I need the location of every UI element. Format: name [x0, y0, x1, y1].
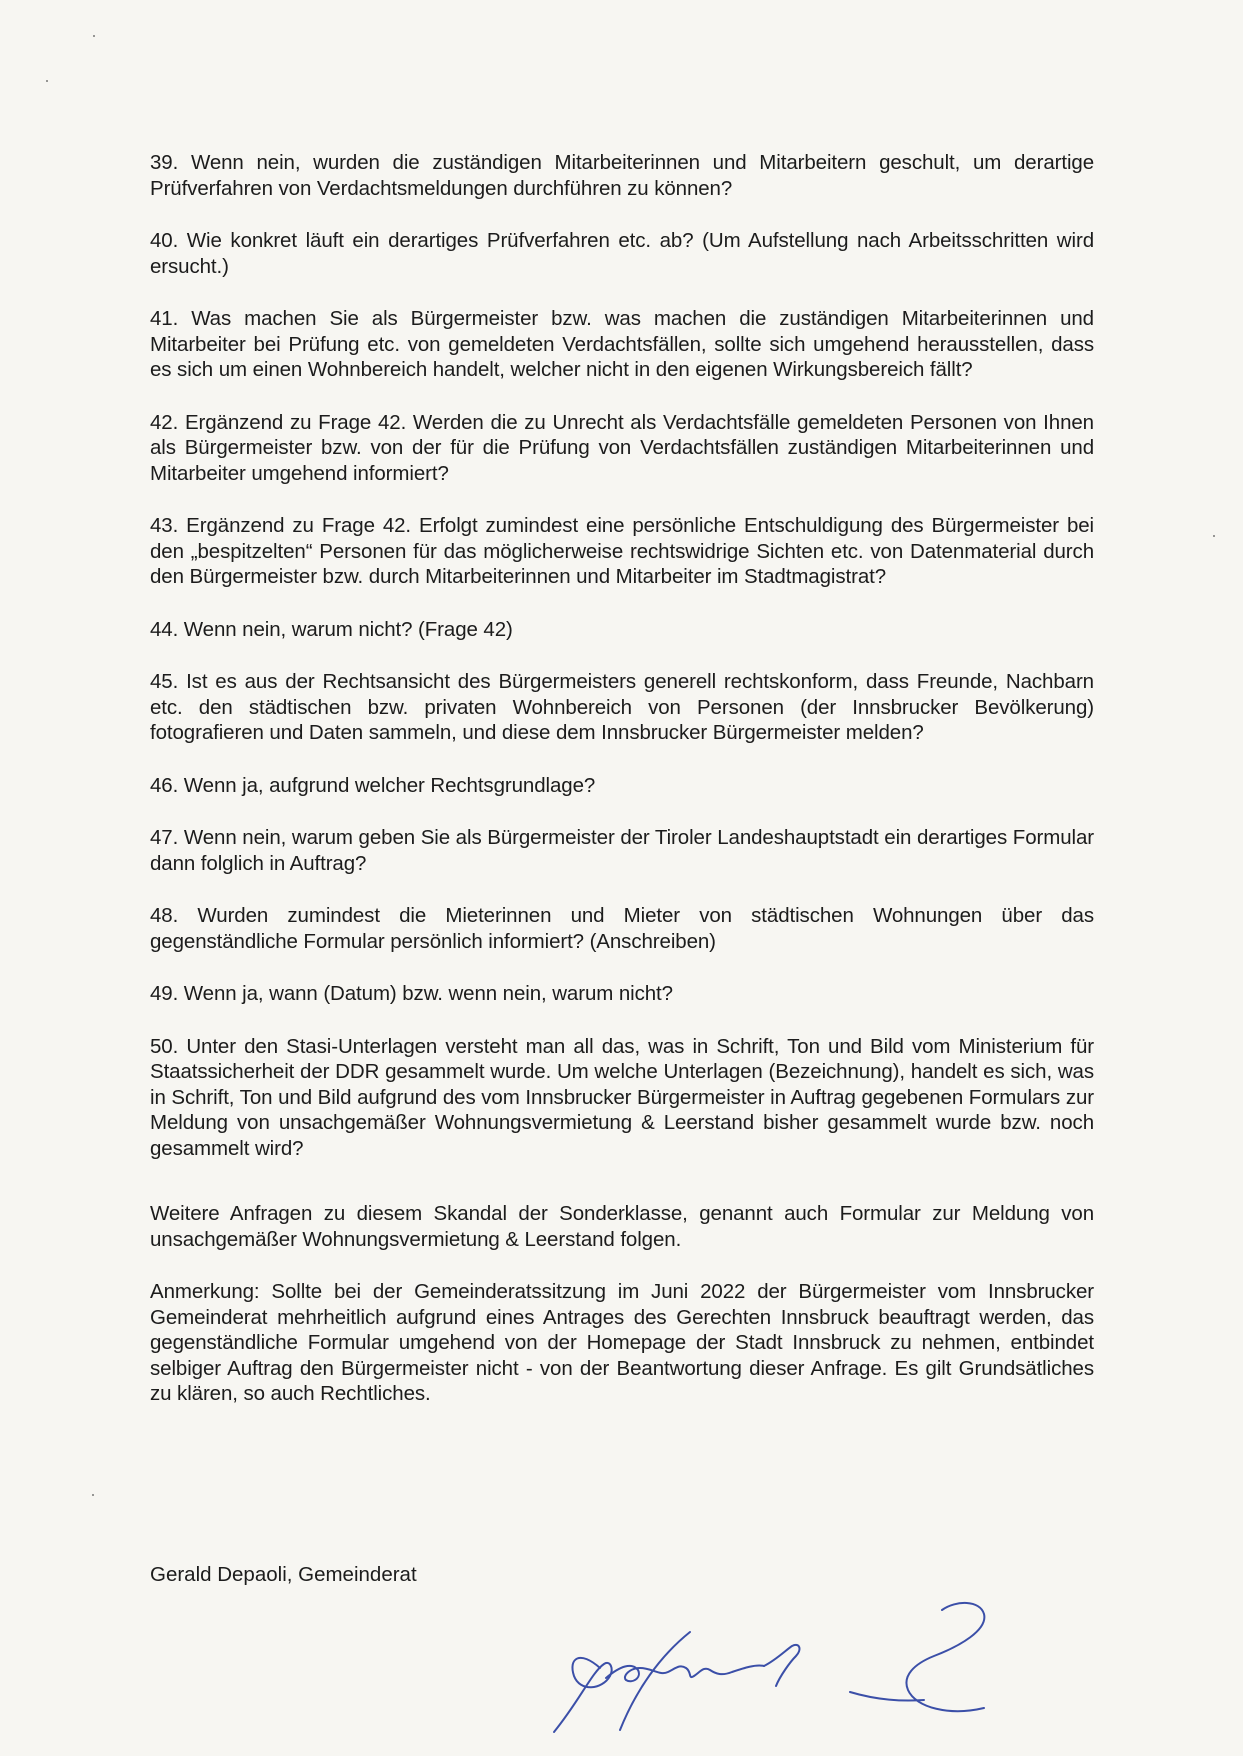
question-47: 47. Wenn nein, warum geben Sie als Bürgermeister der Tiroler Landeshauptstadt ein derartiges Formular dann folglich in Auftrag?	[150, 826, 1094, 875]
handwritten-signature	[540, 1580, 1000, 1740]
question-39: 39. Wenn nein, wurden die zuständigen Mitarbeiterinnen und Mitarbeitern geschult, um derartige Prüfverfahren von Verdachtsmeldungen durchführen zu können?	[150, 151, 1094, 200]
question-45: 45. Ist es aus der Rechtsansicht des Bürgermeisters generell rechtskonform, dass Freunde, Nachbarn etc. den städtischen bzw. privaten Wohnbereich von Personen (der Innsbrucker Bevölkerung) fotografieren und Daten sammeln, und diese dem Innsbrucker Bürgermeister melden?	[150, 670, 1094, 744]
signoff-name: Gerald Depaoli, Gemeinderat	[150, 1563, 417, 1586]
document-body	[150, 150, 1094, 1434]
question-43: 43. Ergänzend zu Frage 42. Erfolgt zumindest eine persönliche Entschuldigung des Bürgermeister bei den „bespitzelten“ Personen für das möglicherweise rechtswidrige Sichten etc. von Datenmaterial durch den Bürgermeister bzw. durch Mitarbeiterinnen und Mitarbeiter im Stadtmagistrat?	[150, 514, 1094, 588]
question-48: 48. Wurden zumindest die Mieterinnen und Mieter von städtischen Wohnungen über das gegenständliche Formular persönlich informiert? (Anschreiben)	[150, 904, 1094, 953]
remark-paragraph: Anmerkung: Sollte bei der Gemeinderatssitzung im Juni 2022 der Bürgermeister vom Innsbrucker Gemeinderat mehrheitlich aufgrund eines Antrages des Gerechten Innsbruck beauftragt werden, das gegenständliche Formular umgehend von der Homepage der Stadt Innsbruck zu nehmen, entbindet selbiger Auftrag den Bürgermeister nicht - von der Beantwortung dieser Anfrage. Es gilt Grundsätliches zu klären, so auch Rechtliches.	[150, 1280, 1094, 1405]
question-42: 42. Ergänzend zu Frage 42. Werden die zu Unrecht als Verdachtsfälle gemeldeten Personen von Ihnen als Bürgermeister bzw. von der für die Prüfung von Verdachtsfällen zuständigen Mitarbeiterinnen und Mitarbeiter umgehend informiert?	[150, 410, 1094, 485]
question-44: 44. Wenn nein, warum nicht? (Frage 42)	[150, 617, 513, 641]
scan-speck	[1213, 535, 1215, 537]
scan-speck	[46, 80, 48, 82]
scan-speck	[93, 35, 95, 37]
question-41: 41. Was machen Sie als Bürgermeister bzw. was machen die zuständigen Mitarbeiterinnen und Mitarbeiter bei Prüfung etc. von gemeldeten Verdachtsfällen, sollte sich umgehend herausstellen, dass es sich um einen Wohnbereich handelt, welcher nicht in den eigenen Wirkungsbereich fällt?	[150, 307, 1094, 381]
question-49: 49. Wenn ja, wann (Datum) bzw. wenn nein, warum nicht?	[150, 982, 673, 1005]
scan-speck	[92, 1494, 94, 1496]
question-50: 50. Unter den Stasi-Unterlagen versteht man all das, was in Schrift, Ton und Bild vom Ministerium für Staatssicherheit der DDR gesammelt wurde. Um welche Unterlagen (Bezeichnung), handelt es sich, was in Schrift, Ton und Bild aufgrund des vom Innsbrucker Bürgermeister in Auftrag gegebenen Formulars zur Meldung von unsachgemäßer Wohnungsvermietung & Leerstand bisher gesammelt wurde bzw. noch gesammelt wird?	[150, 1034, 1094, 1160]
question-40: 40. Wie konkret läuft ein derartiges Prüfverfahren etc. ab? (Um Aufstellung nach Arbeitsschritten wird ersucht.)	[150, 229, 1094, 278]
closing-note: Weitere Anfragen zu diesem Skandal der Sonderklasse, genannt auch Formular zur Meldung von unsachgemäßer Wohnungsvermietung & Leerstand folgen.	[150, 1202, 1094, 1251]
signature-strokes	[554, 1603, 984, 1732]
question-46: 46. Wenn ja, aufgrund welcher Rechtsgrundlage?	[150, 773, 596, 797]
